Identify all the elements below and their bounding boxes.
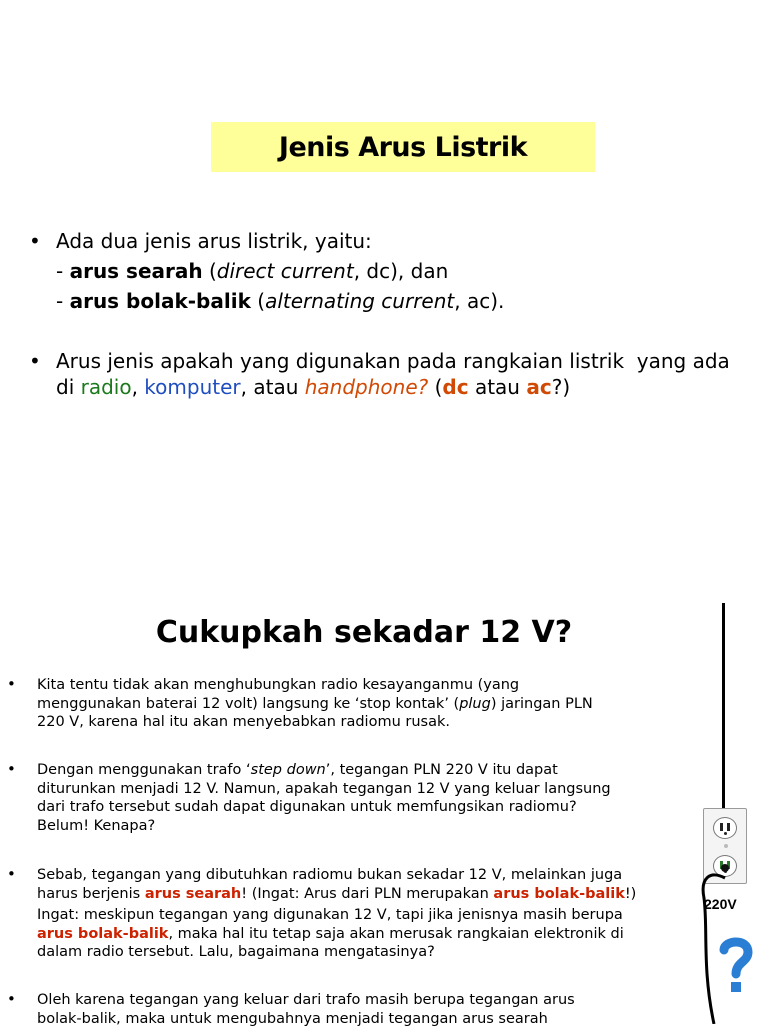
slide1-title: Jenis Arus Listrik [279, 132, 527, 163]
bullet-dot: • [7, 990, 16, 1009]
para4-line-1: Oleh karena tegangan yang keluar dari trafo masih berupa tegangan arus [37, 991, 677, 1010]
outlet-socket-top [713, 817, 737, 839]
slide1-bullet-1 [56, 226, 756, 316]
para3-line-2: harus berjenis arus searah! (Ingat: Arus dari PLN merupakan arus bolak-balik!) [37, 885, 677, 904]
question-mark-icon [716, 936, 756, 996]
bullet2-question: Arus jenis apakah yang digunakan pada rangkaian listrik yang ada [56, 348, 761, 374]
para2-line-1: Dengan menggunakan trafo ‘step down’, tegangan PLN 220 V itu dapat [37, 761, 677, 780]
word-dc: dc [442, 375, 468, 399]
slide2-bullet-1 [37, 676, 677, 732]
word-ac: ac [526, 375, 551, 399]
bullet-dot: • [29, 226, 41, 256]
power-cord-line [722, 603, 725, 811]
para3-line-3: Ingat: meskipun tegangan yang digunakan 12 V, tapi jika jenisnya masih berupa [37, 906, 677, 925]
slide1-bullet-2 [56, 348, 761, 400]
word-komputer: komputer [144, 375, 240, 399]
bullet-dot: • [7, 760, 16, 779]
slide2-bullet-3 [37, 866, 677, 962]
para3-line-4: arus bolak-balik, maka hal itu tetap saja akan merusak rangkaian elektronik di [37, 925, 677, 944]
bullet-dot: • [7, 675, 16, 694]
bullet1-line-arus-bolak-balik: - arus bolak-balik (alternating current, ac). [56, 286, 756, 316]
slide2-title: Cukupkah sekadar 12 V? [0, 615, 728, 650]
para3-line-5: dalam radio tersebut. Lalu, bagaimana mengatasinya? [37, 943, 677, 962]
para1-line-1: Kita tentu tidak akan menghubungkan radio kesayanganmu (yang [37, 676, 677, 695]
word-radio: radio [81, 375, 132, 399]
bullet2-devices: di radio, komputer, atau handphone? (dc atau ac?) [56, 374, 761, 400]
para1-line-3: 220 V, karena hal itu akan menyebabkan radiomu rusak. [37, 713, 677, 732]
bullet-dot: • [29, 348, 41, 374]
voltage-label: 220V [704, 896, 737, 912]
bullet-dot: • [7, 865, 16, 884]
para4-line-2: bolak-balik, maka untuk mengubahnya menjadi tegangan arus searah [37, 1010, 677, 1028]
bullet1-line-arus-searah: - arus searah (direct current, dc), dan [56, 256, 756, 286]
para2-line-2: diturunkan menjadi 12 V. Namun, apakah tegangan 12 V yang keluar langsung [37, 780, 677, 799]
para1-line-2: menggunakan baterai 12 volt) langsung ke ‘stop kontak’ (plug) jaringan PLN [37, 695, 677, 714]
word-handphone: handphone? [305, 375, 429, 399]
slide2-bullet-2 [37, 761, 677, 835]
slide2-bullet-4 [37, 991, 677, 1028]
para2-line-4: Belum! Kenapa? [37, 817, 677, 836]
para2-line-3: dari trafo tersebut sudah dapat digunakan untuk memfungsikan radiomu? [37, 798, 677, 817]
bullet1-intro: Ada dua jenis arus listrik, yaitu: [56, 226, 756, 256]
para3-line-1: Sebab, tegangan yang dibutuhkan radiomu bukan sekadar 12 V, melainkan juga [37, 866, 677, 885]
slide1-title-box [211, 122, 595, 172]
